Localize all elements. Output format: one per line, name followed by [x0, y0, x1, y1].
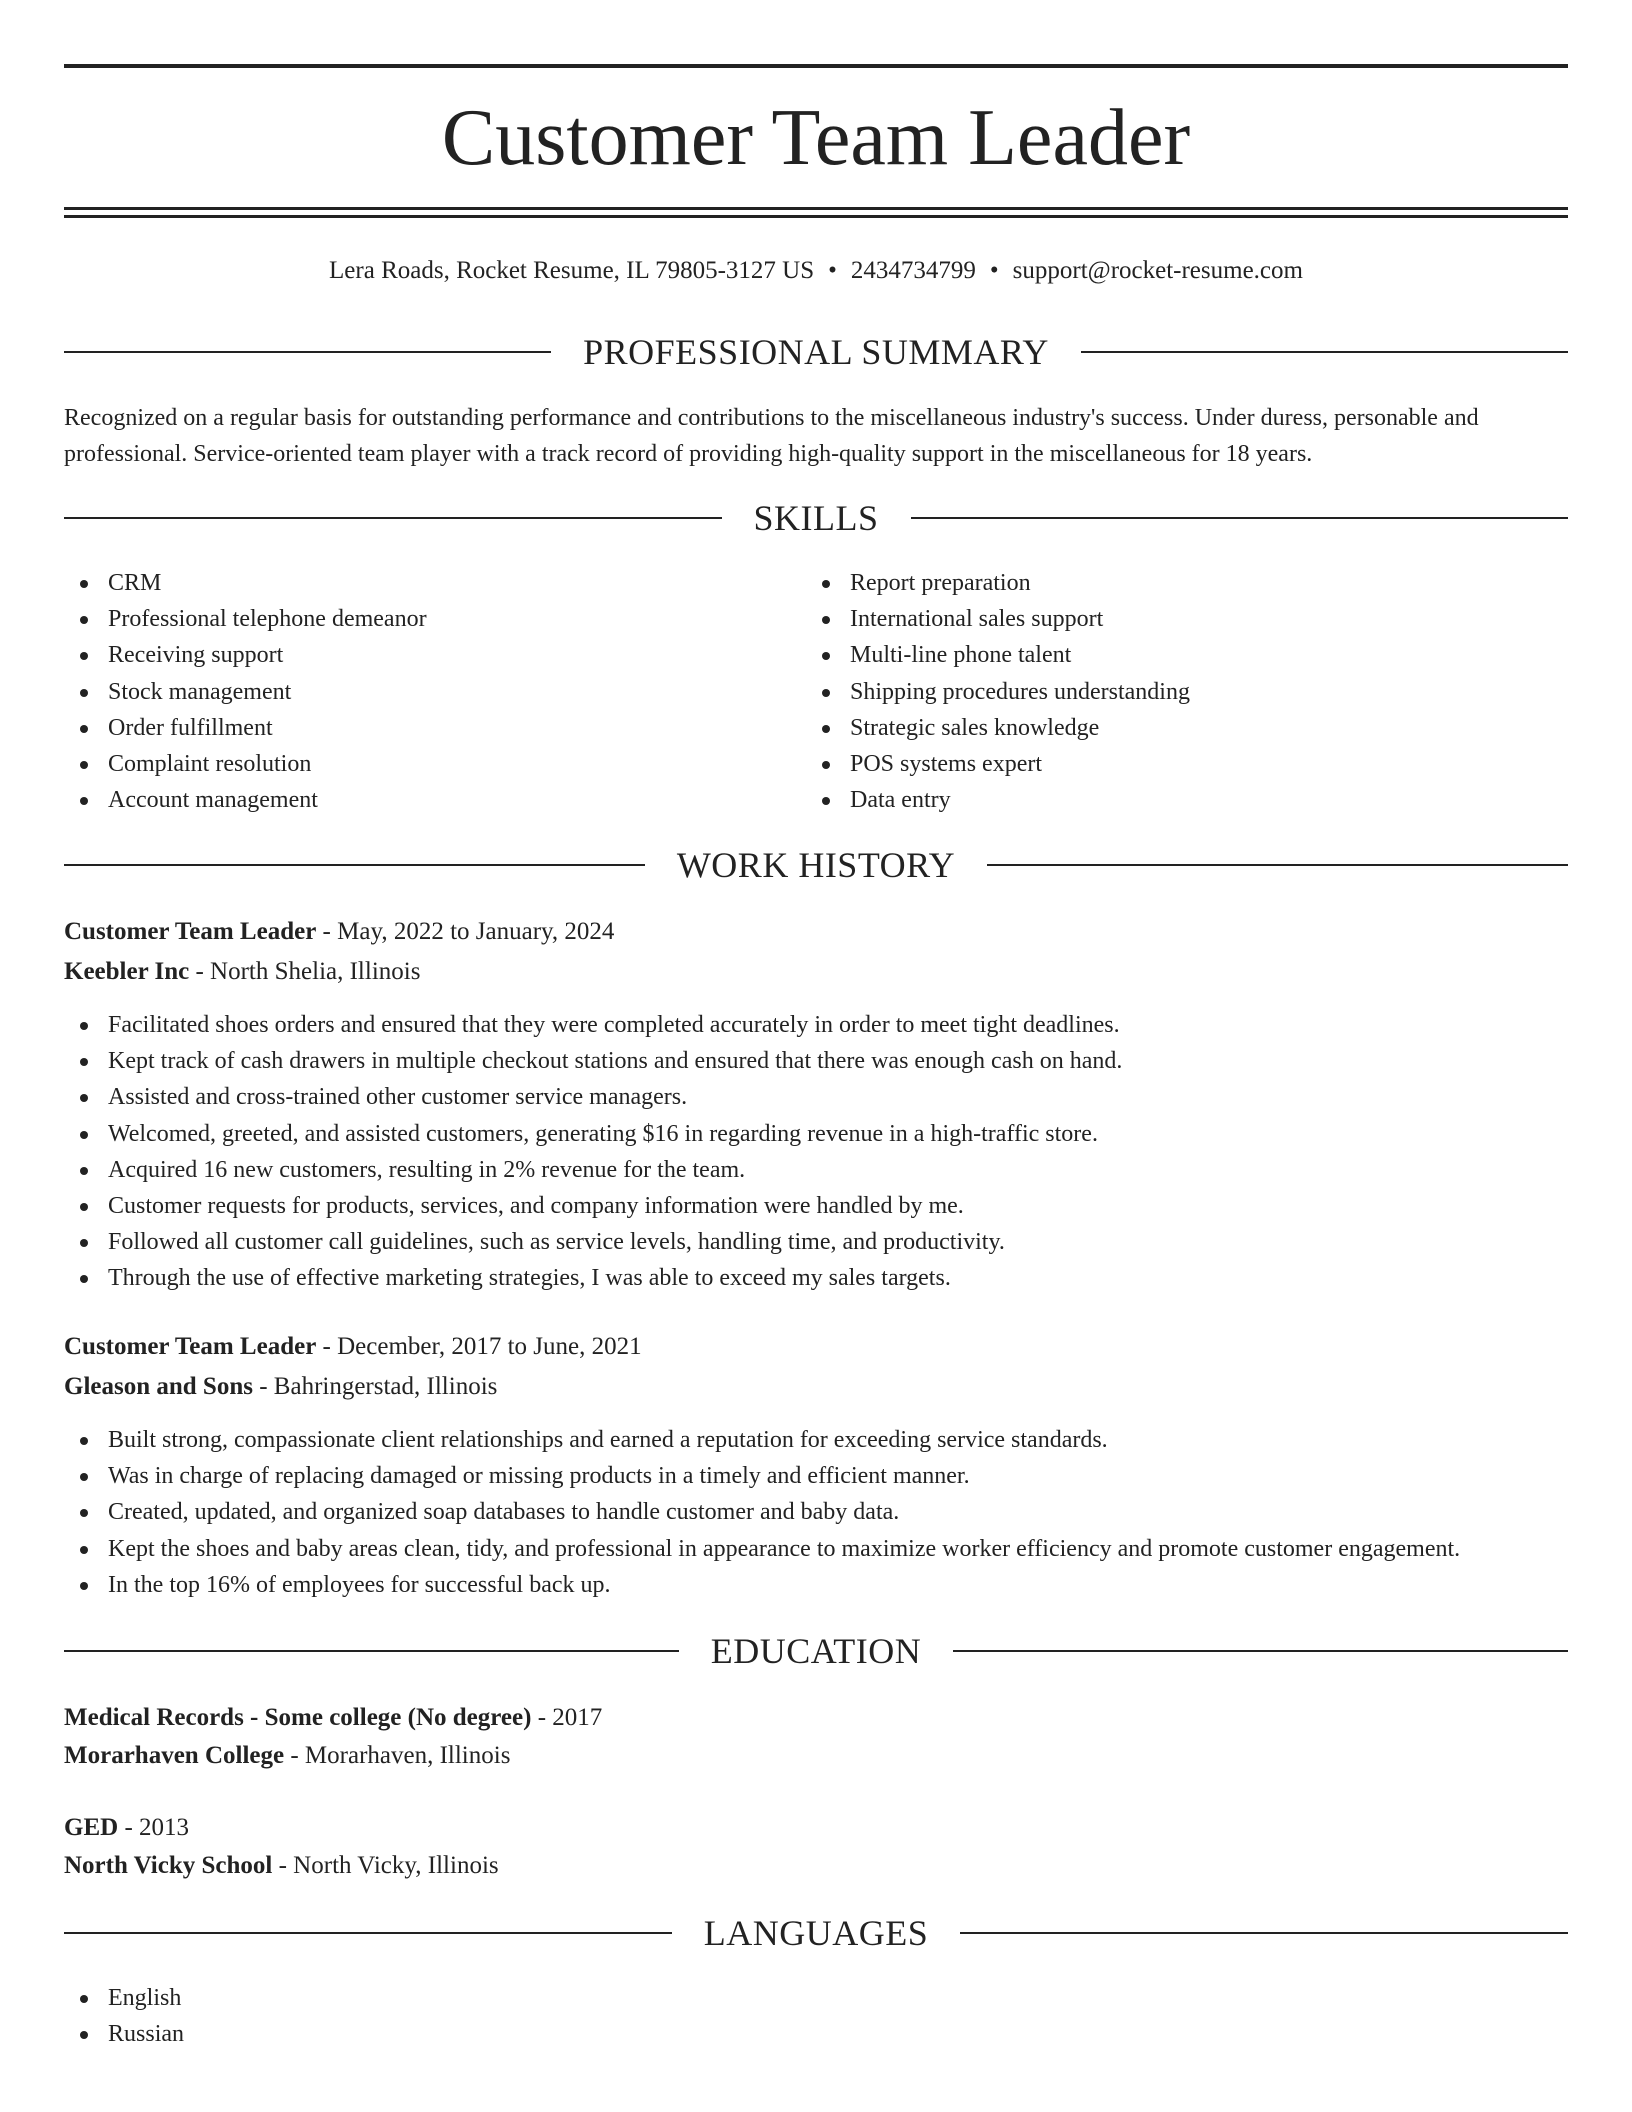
- duty-item: Created, updated, and organized soap databases to handle customer and baby data.: [64, 1494, 1568, 1530]
- heading-rule: [64, 1650, 679, 1652]
- job-title: Customer Team Leader: [64, 918, 317, 945]
- section-heading-summary: [64, 332, 1568, 372]
- languages-list: [64, 1980, 1568, 2052]
- skill-item: Multi-line phone talent: [806, 637, 1506, 673]
- job-duties-list: [64, 1007, 1568, 1297]
- header-rule-bottom-2: [64, 215, 1568, 218]
- duty-item: Kept the shoes and baby areas clean, tidy, and professional in appearance to maximize worker efficiency and promote customer engagement.: [64, 1531, 1568, 1567]
- skill-item: Account management: [64, 782, 764, 818]
- heading-rule: [953, 1650, 1568, 1652]
- skill-item: Order fulfillment: [64, 710, 764, 746]
- education-degree: Medical Records - Some college (No degree): [64, 1704, 532, 1731]
- education-school: North Vicky School: [64, 1852, 273, 1879]
- duty-item: Through the use of effective marketing strategies, I was able to exceed my sales targets.: [64, 1260, 1568, 1296]
- header-rule-top: [64, 64, 1568, 68]
- education-location: - Morarhaven, Illinois: [284, 1742, 511, 1769]
- job-company-line: [64, 954, 1568, 990]
- heading-rule: [64, 864, 645, 866]
- education-school-line: [64, 1848, 1568, 1884]
- job-title-line: [64, 1329, 1568, 1365]
- skill-item: Shipping procedures understanding: [806, 674, 1506, 710]
- heading-rule: [64, 517, 722, 519]
- language-item: Russian: [64, 2016, 1568, 2052]
- section-heading-skills: [64, 498, 1568, 538]
- contact-phone: 2434734799: [850, 257, 976, 284]
- header-rule-bottom-1: [64, 207, 1568, 210]
- section-heading-languages: [64, 1913, 1568, 1953]
- section-label: PROFESSIONAL SUMMARY: [583, 332, 1049, 372]
- duty-item: Assisted and cross-trained other customer service managers.: [64, 1079, 1568, 1115]
- skill-item: Report preparation: [806, 565, 1506, 601]
- education-school-line: [64, 1738, 1568, 1774]
- education-year: - 2017: [531, 1704, 603, 1731]
- section-heading-education: [64, 1631, 1568, 1671]
- skill-item: Stock management: [64, 674, 764, 710]
- skill-item: Data entry: [806, 782, 1506, 818]
- heading-rule: [960, 1932, 1568, 1934]
- contact-address: Lera Roads, Rocket Resume, IL 79805-3127 US: [329, 257, 815, 284]
- skill-item: Complaint resolution: [64, 746, 764, 782]
- skills-column-right: [806, 565, 1506, 818]
- duty-item: Welcomed, greeted, and assisted customers, generating $16 in regarding revenue in a high-traffic store.: [64, 1116, 1568, 1152]
- skills-list-left: [64, 565, 764, 818]
- skill-item: POS systems expert: [806, 746, 1506, 782]
- duty-item: Followed all customer call guidelines, such as service levels, handling time, and productivity.: [64, 1224, 1568, 1260]
- resume-title: Customer Team Leader: [441, 94, 1191, 182]
- education-degree: GED: [64, 1814, 119, 1841]
- education-school: Morarhaven College: [64, 1742, 285, 1769]
- job-duties-list: [64, 1422, 1568, 1603]
- section-label: WORK HISTORY: [676, 845, 956, 885]
- duty-item: Customer requests for products, services, and company information were handled by me.: [64, 1188, 1568, 1224]
- heading-rule: [1081, 351, 1568, 353]
- job-location: - North Shelia, Illinois: [189, 958, 421, 985]
- job-company: Gleason and Sons: [64, 1373, 253, 1400]
- skill-item: Receiving support: [64, 637, 764, 673]
- skill-item: Strategic sales knowledge: [806, 710, 1506, 746]
- job-dates: - May, 2022 to January, 2024: [316, 918, 615, 945]
- heading-rule: [987, 864, 1568, 866]
- skill-item: CRM: [64, 565, 764, 601]
- education-degree-line: [64, 1810, 1568, 1846]
- job-dates: - December, 2017 to June, 2021: [316, 1333, 642, 1360]
- job-company: Keebler Inc: [64, 958, 190, 985]
- heading-rule: [64, 351, 551, 353]
- education-year: - 2013: [118, 1814, 190, 1841]
- duty-item: In the top 16% of employees for successful back up.: [64, 1567, 1568, 1603]
- summary-text: Recognized on a regular basis for outstanding performance and contributions to the miscellaneous industry's success. Under duress, personable and professional. Service-oriented team player with a track record of providing high-quality support in the miscellaneous for 18 years.: [64, 405, 1479, 467]
- contact-line: [64, 255, 1568, 287]
- education-location: - North Vicky, Illinois: [272, 1852, 499, 1879]
- job-location: - Bahringerstad, Illinois: [252, 1373, 498, 1400]
- duty-item: Kept track of cash drawers in multiple checkout stations and ensured that there was enough cash on hand.: [64, 1043, 1568, 1079]
- contact-separator: •: [828, 257, 837, 284]
- heading-rule: [911, 517, 1569, 519]
- section-label: LANGUAGES: [703, 1913, 929, 1953]
- skill-item: International sales support: [806, 601, 1506, 637]
- language-item: English: [64, 1980, 1568, 2016]
- skill-item: Professional telephone demeanor: [64, 601, 764, 637]
- job-duties: [64, 1422, 1568, 1603]
- contact-separator: •: [989, 257, 999, 284]
- contact-email: support@rocket-resume.com: [1012, 257, 1303, 284]
- job-duties: [64, 1007, 1568, 1297]
- duty-item: Facilitated shoes orders and ensured that they were completed accurately in order to meet tight deadlines.: [64, 1007, 1568, 1043]
- duty-item: Built strong, compassionate client relationships and earned a reputation for exceeding service standards.: [64, 1422, 1568, 1458]
- section-heading-work-history: [64, 845, 1568, 885]
- skills-column-left: [64, 565, 764, 818]
- job-title: Customer Team Leader: [64, 1333, 317, 1360]
- duty-item: Acquired 16 new customers, resulting in 2% revenue for the team.: [64, 1152, 1568, 1188]
- section-label: SKILLS: [753, 498, 879, 538]
- education-degree-line: [64, 1700, 1568, 1736]
- job-company-line: [64, 1369, 1568, 1405]
- section-label: EDUCATION: [710, 1631, 922, 1671]
- duty-item: Was in charge of replacing damaged or missing products in a timely and efficient manner.: [64, 1458, 1568, 1494]
- languages: [64, 1980, 1568, 2052]
- skills-list-right: [806, 565, 1506, 818]
- job-title-line: [64, 914, 1568, 950]
- heading-rule: [64, 1932, 672, 1934]
